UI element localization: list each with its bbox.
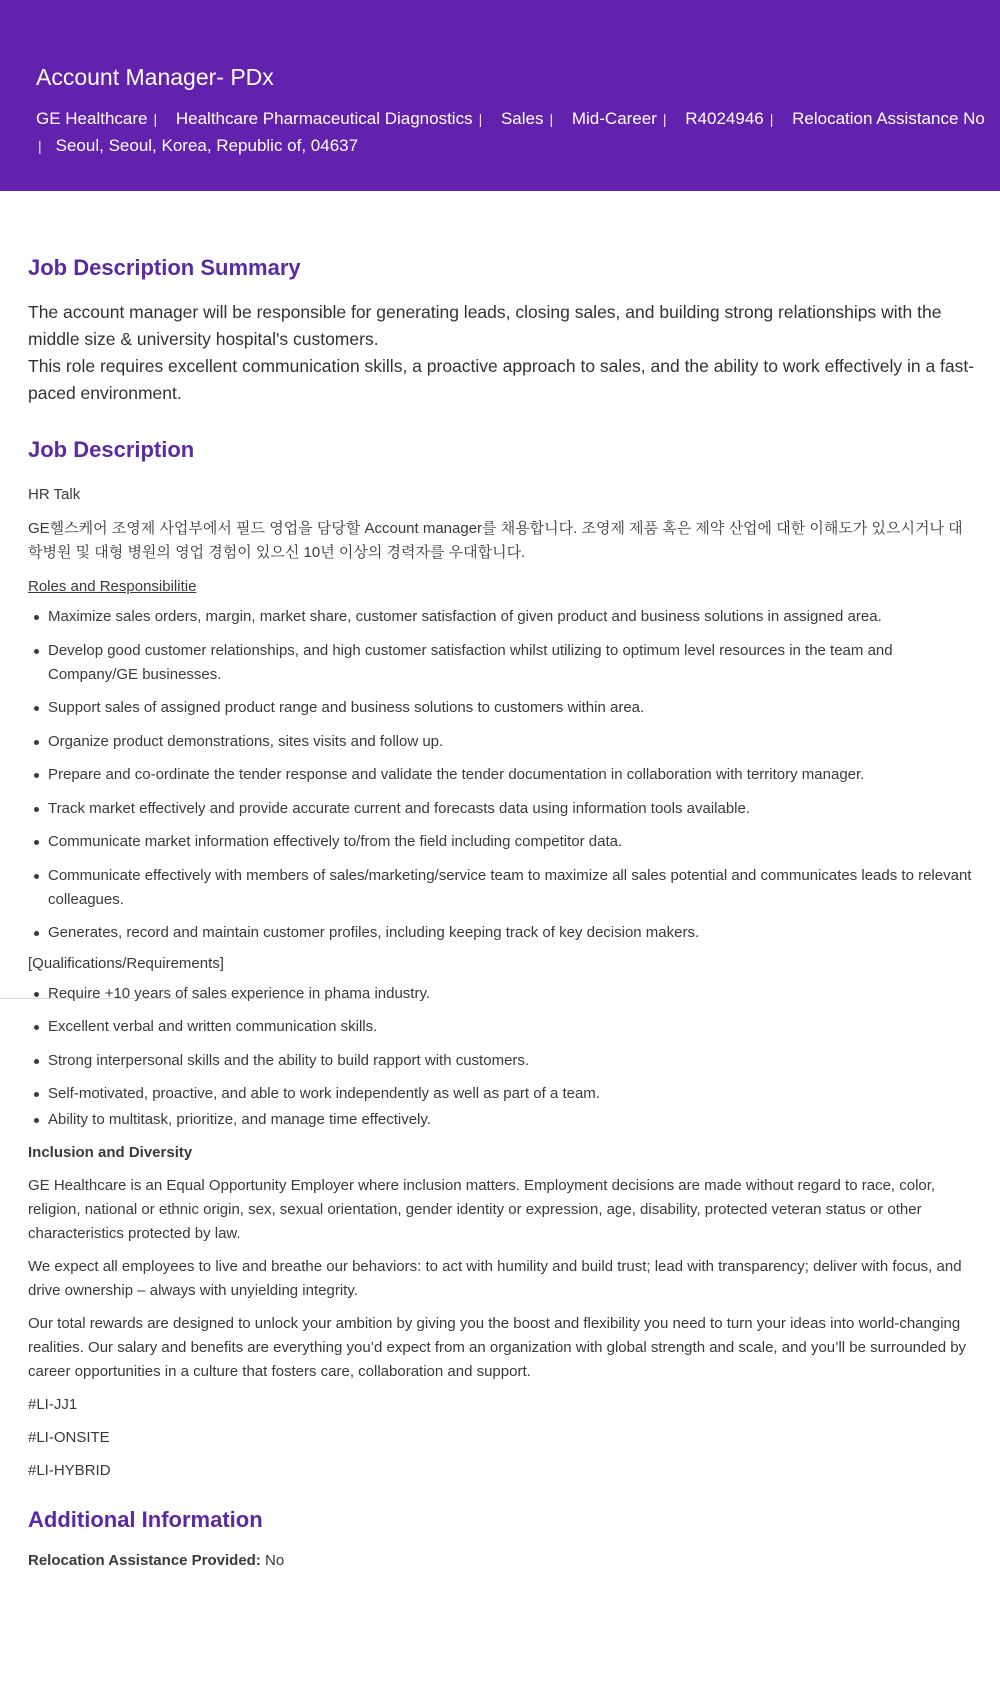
- meta-separator: |: [662, 111, 667, 127]
- list-item: Support sales of assigned product range and business solutions to customers within area.: [48, 696, 976, 720]
- list-item: Track market effectively and provide accurate current and forecasts data using information tools available.: [48, 797, 976, 821]
- hr-talk-label: HR Talk: [28, 486, 81, 503]
- intro-text: GE헬스케어 조영제 사업부에서 필드 영업을 담당할 Account manager를 채용합니다. 조영제 제품 혹은 제약 산업에 대한 이해도가 있으시거나 대학병원 및 대형 병원의 영업 경험이 있으신 10년 이상의 경력자를 우대합니다.: [28, 520, 963, 561]
- qualifications-list: [28, 982, 976, 1132]
- job-description-heading: Job Description: [28, 437, 195, 462]
- job-meta-row: [36, 107, 985, 131]
- summary-body: [28, 299, 976, 407]
- summary-paragraph: This role requires excellent communication skills, a proactive approach to sales, and the ability to work effectively in a fast-paced environment.: [28, 356, 975, 403]
- summary-heading: Job Description Summary: [28, 255, 301, 280]
- additional-info-heading: Additional Information: [28, 1507, 263, 1532]
- relocation-label: Relocation Assistance Provided:: [28, 1552, 261, 1569]
- meta-relocation: Relocation Assistance No: [792, 109, 985, 128]
- hashtag: #LI-JJ1: [28, 1396, 78, 1413]
- list-item: Communicate effectively with members of sales/marketing/service team to maximize all sales potential and communicates leads to relevant colleagues.: [48, 864, 976, 912]
- job-header: [0, 0, 1000, 191]
- behaviors-paragraph: We expect all employees to live and breathe our behaviors: to act with humility and build trust; lead with transparency; deliver with focus, and drive ownership – always with unyielding integrity.: [28, 1258, 962, 1299]
- hashtag: #LI-ONSITE: [28, 1429, 110, 1446]
- meta-location: Seoul, Seoul, Korea, Republic of, 04637: [55, 136, 359, 155]
- job-title: Account Manager- PDx: [36, 64, 274, 90]
- list-item: Maximize sales orders, margin, market share, customer satisfaction of given product and business solutions in assigned area.: [48, 605, 976, 629]
- relocation-info: [28, 1549, 976, 1573]
- rewards-paragraph: Our total rewards are designed to unlock your ambition by giving you the boost and flexibility you need to turn your ideas into world-changing realities. Our salary and benefits are everything you’d expect from an organization with global strength and scale, and you’ll be surrounded by career opportunities in a culture that fosters care, collaboration and support.: [28, 1315, 967, 1380]
- meta-company: GE Healthcare: [36, 109, 148, 128]
- meta-business: Healthcare Pharmaceutical Diagnostics: [175, 109, 473, 128]
- meta-separator: |: [38, 138, 42, 154]
- summary-paragraph: The account manager will be responsible for generating leads, closing sales, and building strong relationships with the middle size & university hospital's customers.: [28, 302, 942, 349]
- list-item: Self-motivated, proactive, and able to work independently as well as part of a team.: [48, 1082, 976, 1106]
- relocation-value: No: [265, 1552, 285, 1569]
- list-item: Generates, record and maintain customer profiles, including keeping track of key decision makers.: [48, 921, 976, 945]
- list-item: Strong interpersonal skills and the ability to build rapport with customers.: [48, 1049, 976, 1073]
- qualifications-heading: [Qualifications/Requirements]: [28, 954, 224, 972]
- meta-career-level: Mid-Career: [571, 109, 657, 128]
- meta-separator: |: [153, 111, 158, 127]
- meta-separator: |: [769, 111, 774, 127]
- list-item: Require +10 years of sales experience in phama industry.: [48, 982, 976, 1006]
- meta-category: Sales: [500, 109, 544, 128]
- roles-list: [28, 605, 976, 945]
- list-item: Develop good customer relationships, and high customer satisfaction whilst utilizing to optimum level resources in the team and Company/GE businesses.: [48, 639, 976, 687]
- inclusion-heading: Inclusion and Diversity: [28, 1144, 193, 1161]
- meta-separator: |: [549, 111, 554, 127]
- meta-req-id: R4024946: [685, 109, 764, 128]
- list-item: Organize product demonstrations, sites visits and follow up.: [48, 730, 976, 754]
- inclusion-paragraph: GE Healthcare is an Equal Opportunity Employer where inclusion matters. Employment decisions are made without regard to race, color, religion, national or ethnic origin, sex, sexual orientation, gender identity or expression, age, disability, protected veteran status or other characteristics protected by law.: [28, 1177, 936, 1242]
- list-item: Excellent verbal and written communication skills.: [48, 1015, 976, 1039]
- hashtag: #LI-HYBRID: [28, 1462, 111, 1479]
- job-content: [28, 253, 976, 1573]
- list-item: Ability to multitask, prioritize, and manage time effectively.: [48, 1108, 976, 1132]
- list-item: Prepare and co-ordinate the tender response and validate the tender documentation in collaboration with territory manager.: [48, 763, 976, 787]
- roles-heading: Roles and Responsibilitie: [28, 578, 197, 595]
- job-location-row: [36, 134, 358, 158]
- list-item: Communicate market information effectively to/from the field including competitor data.: [48, 830, 976, 854]
- meta-separator: |: [478, 111, 483, 127]
